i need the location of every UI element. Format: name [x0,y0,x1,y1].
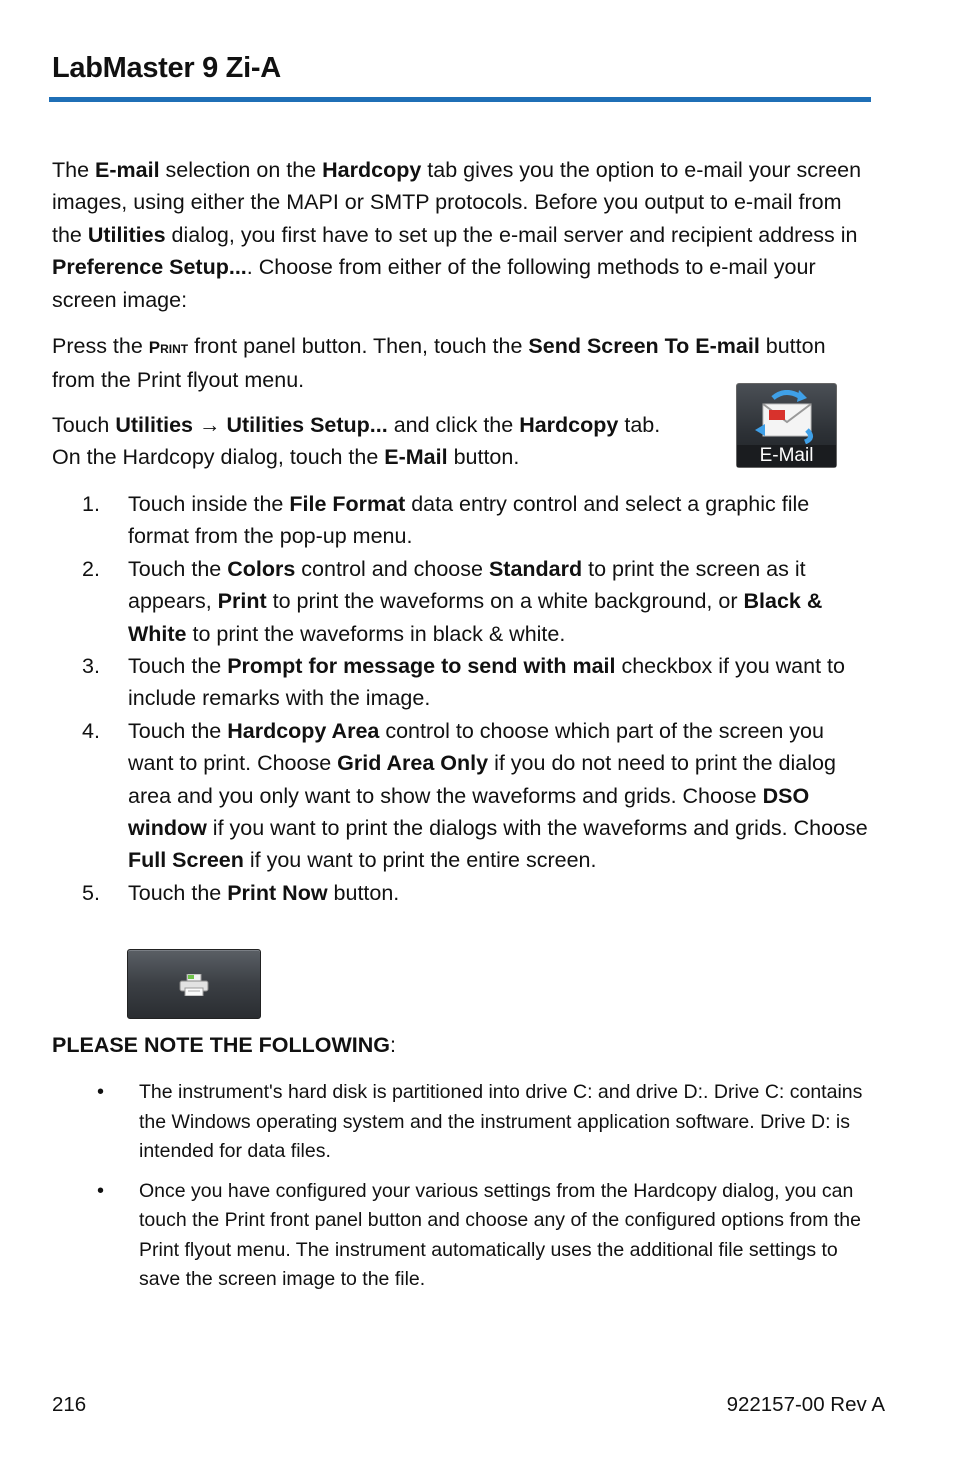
method-utilities-paragraph: Touch Utilities → Utilities Setup... and click the Hardcopy tab. On the Hardcopy dialog, touch the E-Mail button. [52,413,661,470]
list-item: 1. Touch inside the File Format data entry control and select a graphic file format from the pop-up menu. [82,492,810,549]
title-rule [49,97,871,102]
document-id: 922157-00 Rev A [726,1393,885,1416]
bullet-icon: • [97,1081,105,1103]
email-send-icon [755,390,819,444]
list-item: • The instrument's hard disk is partitioned into drive C: and drive D:. Drive C: contains the Windows operating system and the instrument application software. Drive D: is intended for data files. [52,1078,872,1167]
list-item: • Once you have configured your various settings from the Hardcopy dialog, you can touch the Print front panel button and choose any of the configured options from the Print flyout menu. The instrument automatically uses the additional file settings to save the screen image to the file. [52,1177,872,1295]
list-item: 3. Touch the Prompt for message to send with mail checkbox if you want to include remarks with the image. [82,654,845,711]
page-number: 216 [52,1393,87,1416]
list-item: 2. Touch the Colors control and choose Standard to print the screen as it appears, Print to print the waveforms on a white background, or Black & White to print the waveforms in black & white. [82,556,823,646]
notes-list [52,1078,872,1305]
email-button-image [736,383,837,468]
list-item: 4. Touch the Hardcopy Area control to choose which part of the screen you want to print. Choose Grid Area Only if you do not need to print the dialog area and you only want to show the waveforms and grids. Choose DSO window if you want to print the dialogs with the waveforms and grids. Choose Full Screen if you want to print the entire screen. [82,718,868,873]
page-title: LabMaster 9 Zi-A [52,52,281,84]
list-item: 5. Touch the Print Now button. [82,880,400,905]
intro-paragraph: The E-mail selection on the Hardcopy tab gives you the option to e-mail your screen images, using either the MAPI or SMTP protocols. Before you output to e-mail from the Utilities dialog, you first have to set up the e-mail server and recipient address in Preference Setup.... Choose from either of the following methods to e-mail your screen image: [52,158,862,312]
printer-icon [179,974,209,996]
note-heading: PLEASE NOTE THE FOLLOWING: [52,1033,397,1057]
print-now-button-image [127,949,261,1019]
steps-list [52,488,872,909]
bullet-icon: • [97,1179,105,1202]
method-print-button-paragraph: Press the Print front panel button. Then, touch the Send Screen To E-mail button from the Print flyout menu. [52,334,826,393]
email-button-label: E-Mail [737,445,836,467]
